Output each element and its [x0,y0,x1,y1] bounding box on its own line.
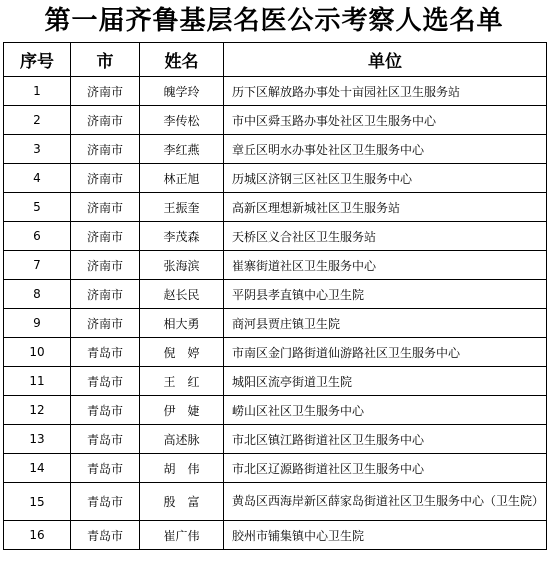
cell-unit: 崂山区社区卫生服务中心 [224,396,547,425]
cell-index: 10 [4,338,71,367]
cell-city: 济南市 [71,164,140,193]
cell-index: 14 [4,454,71,483]
table-row [4,106,547,135]
table-row [4,135,547,164]
cell-city: 济南市 [71,309,140,338]
cell-index: 8 [4,280,71,309]
cell-unit: 市中区舜玉路办事处社区卫生服务中心 [224,106,547,135]
table-row [4,309,547,338]
cell-name: 相大勇 [140,309,224,338]
cell-city: 青岛市 [71,396,140,425]
cell-city: 青岛市 [71,483,140,521]
cell-index: 3 [4,135,71,164]
cell-name: 倪 婷 [140,338,224,367]
cell-unit: 平阴县孝直镇中心卫生院 [224,280,547,309]
cell-unit: 商河县贾庄镇卫生院 [224,309,547,338]
cell-unit: 天桥区义合社区卫生服务站 [224,222,547,251]
cell-unit: 市北区辽源路街道社区卫生服务中心 [224,454,547,483]
cell-city: 青岛市 [71,425,140,454]
table-row [4,193,547,222]
cell-unit: 历下区解放路办事处十亩园社区卫生服务站 [224,77,547,106]
cell-name: 林正旭 [140,164,224,193]
cell-name: 魄学玲 [140,77,224,106]
cell-name: 张海滨 [140,251,224,280]
cell-name: 殷 富 [140,483,224,521]
header-unit: 单位 [224,43,547,77]
cell-city: 济南市 [71,280,140,309]
cell-city: 济南市 [71,135,140,164]
header-city: 市 [71,43,140,77]
cell-city: 青岛市 [71,367,140,396]
cell-unit: 市南区金门路街道仙游路社区卫生服务中心 [224,338,547,367]
table-row [4,483,547,521]
cell-index: 9 [4,309,71,338]
header-name: 姓名 [140,43,224,77]
table-row [4,222,547,251]
header-index: 序号 [4,43,71,77]
cell-unit: 城阳区流亭街道卫生院 [224,367,547,396]
cell-index: 13 [4,425,71,454]
cell-name: 胡 伟 [140,454,224,483]
table-row [4,454,547,483]
cell-name: 李传松 [140,106,224,135]
cell-city: 青岛市 [71,338,140,367]
table-row [4,521,547,550]
cell-name: 王 红 [140,367,224,396]
cell-index: 12 [4,396,71,425]
cell-unit: 高新区理想新城社区卫生服务站 [224,193,547,222]
table-row [4,77,547,106]
cell-city: 济南市 [71,193,140,222]
candidate-table [3,42,547,550]
table-row [4,280,547,309]
cell-unit: 历城区济钢三区社区卫生服务中心 [224,164,547,193]
cell-name: 高述脉 [140,425,224,454]
table-row [4,396,547,425]
table-row [4,338,547,367]
cell-name: 李茂森 [140,222,224,251]
cell-unit: 市北区镇江路街道社区卫生服务中心 [224,425,547,454]
cell-unit: 胶州市铺集镇中心卫生院 [224,521,547,550]
cell-city: 青岛市 [71,521,140,550]
page-title: 第一届齐鲁基层名医公示考察人选名单 [44,6,504,36]
cell-name: 王振奎 [140,193,224,222]
cell-index: 2 [4,106,71,135]
cell-unit: 崔寨街道社区卫生服务中心 [224,251,547,280]
table-header-row [4,43,547,77]
cell-city: 济南市 [71,251,140,280]
cell-city: 青岛市 [71,454,140,483]
cell-index: 6 [4,222,71,251]
cell-city: 济南市 [71,106,140,135]
table-row [4,425,547,454]
cell-index: 15 [4,483,71,521]
cell-unit: 黄岛区西海岸新区薛家岛街道社区卫生服务中心（卫生院） [224,483,547,521]
table-row [4,251,547,280]
cell-name: 赵长民 [140,280,224,309]
cell-unit: 章丘区明水办事处社区卫生服务中心 [224,135,547,164]
table-row [4,164,547,193]
cell-index: 5 [4,193,71,222]
cell-index: 7 [4,251,71,280]
cell-name: 李红燕 [140,135,224,164]
cell-index: 16 [4,521,71,550]
cell-city: 济南市 [71,222,140,251]
cell-city: 济南市 [71,77,140,106]
cell-name: 崔广伟 [140,521,224,550]
cell-index: 4 [4,164,71,193]
cell-index: 11 [4,367,71,396]
cell-index: 1 [4,77,71,106]
cell-name: 伊 婕 [140,396,224,425]
table-row [4,367,547,396]
